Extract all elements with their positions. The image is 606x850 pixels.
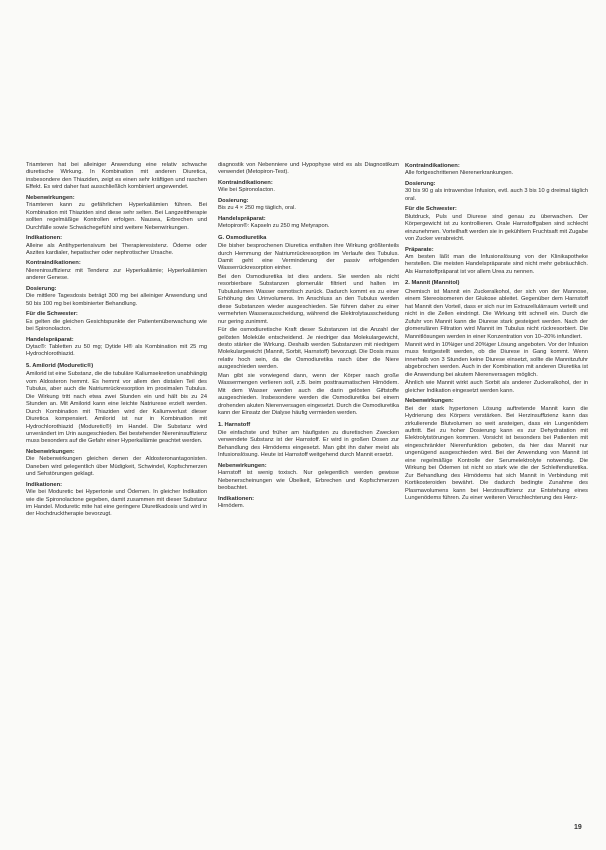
paragraph: Alle fortgeschrittenen Nierenerkrankungen.	[405, 170, 514, 177]
section-heading: Nebenwirkungen:	[26, 448, 75, 455]
paragraph: diagnostik von Nebenniere und Hypophyse wird es als Diagnostikum verwendet (Metopiron-Test).	[218, 162, 399, 176]
section-heading: Für die Schwester:	[26, 311, 78, 318]
section-heading: Handelspräparat:	[26, 336, 74, 343]
paragraph: Wie bei Spironolacton.	[218, 187, 275, 194]
paragraph: Harnstoff ist wenig toxisch. Nur gelegentlich werden gewisse Nebenerscheinungen wie Übelkeit, Erbrechen und Kopfschmerzen beobachtet.	[218, 470, 399, 492]
section-heading: Dosierung:	[26, 285, 57, 292]
chapter-heading: G. Osmodiuretika	[218, 234, 267, 241]
paragraph: Für die osmodiuretische Kraft dieser Substanzen ist die Anzahl der gelösten Moleküle entscheidend. Je niedriger das Molekulargewicht, desto stärker die Wirkung. Deshalb werden Substanzen mit niedrigem Molekulargewicht (Mannit, Sorbit, Harnstoff) bevorzugt. Die Dosis muss relativ hoch sein, da die Osmodiuretika rasch über die Niere ausgeschieden werden.	[218, 327, 399, 371]
section-heading: Nebenwirkungen:	[26, 194, 75, 201]
paragraph: Blutdruck, Puls und Diurese sind genau zu überwachen. Der Körpergewicht ist zu kontrollieren. Orale Harnstoffgaben sind schlecht einzunehmen. Vorteilhaft werden sie in gekühltem Fruchtsaft mit Zugabe von Zucker verabreicht.	[405, 213, 588, 243]
text-column-right	[405, 160, 588, 503]
paragraph: Hirnödem.	[218, 503, 245, 510]
section-heading: Dosierung:	[405, 180, 436, 187]
paragraph: Metopiron®: Kapseln zu 250 mg Metyrapon.	[218, 223, 330, 230]
section-heading: Nebenwirkungen:	[218, 462, 267, 469]
chapter-heading: 1. Harnstoff	[218, 421, 251, 428]
chapter-heading: 2. Mannit (Mannitol)	[405, 280, 460, 287]
section-heading: Kontraindikationen:	[218, 179, 273, 186]
paragraph: Chemisch ist Mannit ein Zuckeralkohol, der sich von der Mannose, einem Stereoisomeren der Glukose ableitet. Gegenüber dem Harnstoff hat Mannit den Vorteil, dass er sich nur im Extrazellulärraum verteilt und nicht in die Zellen eindringt. Die Wirkung tritt schnell ein. Durch die Zufuhr von Mannit kann die Diurese stark gesteigert werden. Nach der glomerulären Filtration wird Mannit im Tubulus nicht rückresorbiert. Die Mannitlösungen werden in einer Konzentration von 10–20% infundiert.	[405, 288, 588, 340]
section-heading: Indikationen:	[218, 495, 255, 502]
paragraph: Die bisher besprochenen Diuretica entfalten ihre Wirkung größtenteils durch Hemmung der Natriumrückresorption im Verlaufe des Tubulus. Damit geht eine Verminderung der passiv erfolgenden Wasserrückresorption einher.	[218, 243, 399, 272]
paragraph: Alleine als Antihypertensivum bei Therapieresistenz. Ödeme oder Aszites kardialer, hepatischer oder nephrotischer Ursache.	[26, 242, 207, 256]
paragraph: Bei der stark hypertonen Lösung auftretende Mannit kann die Hydrierung des Körpers verstärken. Bei Herzinsuffizienz kann das zirkulierende Blutvolumen so weit ansteigen, dass ein Lungenödem auftritt. Bei zu hoher Dosierung kann es zur Dehydratation mit Elektrolytstörungen kommen. Vorsicht ist besonders bei Patienten mit eingeschränkter Nierenfunktion geboten, da hier das Mannit nur ungenügend ausgeschieden wird. Bei der Anwendung von Mannit ist eine regelmäßige Kontrolle der Serumelektrolyte notwendig. Die Wirkung bei Ödemen ist nicht so stark wie die der Schleifendiuretika. Zur Behandlung des Hirnödems hat sich Mannit in Verbindung mit Kortikosteroiden bewährt. Die dadurch bedingte Zunahme des Plasmavolumens kann bei Herzinsuffizienz zur Entstehung eines Lungenödems führen. Zu einer weiteren Verschlechterung des Herz-	[405, 405, 588, 502]
section-heading: Indikationen:	[26, 481, 63, 488]
paragraph: Triamteren kann zu gefährlichen Hyperkaliämien führen. Bei Kombination mit Thiaziden sind diese sehr selten. Bei Langzeittherapie sollten regelmäßige Kontrollen erfolgen. Nausea, Erbrechen und Durchfälle sowie Schwächegefühl sind weitere Nebenwirkungen.	[26, 202, 207, 231]
paragraph: Die Nebenwirkungen gleichen denen der Aldosteronantagonisten. Daneben wird gelegentlich über Müdigkeit, Schwindel, Kopfschmerzen und Sehstörungen geklagt.	[26, 456, 207, 478]
paragraph: Man gibt sie vorwiegend dann, wenn der Körper rasch große Wassermengen verlieren soll, z.B. beim posttraumatischen Hirnödem. Mit dem Wasser werden auch die darin gelösten Giftstoffe ausgeschieden. Insbesondere werden die Osmodiuretika bei einem drohenden akuten Nierenversagen eingesetzt. Durch die Osmodiuretika kann der Einsatz der Dialyse häufig vermieden werden.	[218, 372, 399, 417]
paragraph: Bei den Osmodiuretika ist dies anders. Sie werden als nicht resorbierbare Substanzen glomerulär filtriert und halten im Tubuluslumen Wasser osmotisch zurück. Dadurch kommt es zu einer Erhöhung des Urinvolumens. Im Anschluss an den Tubulus werden diese Substanzen wieder ausgeschieden. Sie führen daher zu einer vermehrten Wasserausscheidung, während die Elektrolytausscheidung nur gering zunimmt.	[218, 273, 399, 325]
section-heading: Dosierung:	[218, 197, 249, 204]
paragraph: 30 bis 90 g als intravenöse Infusion, evtl. auch 3 bis 10 g dreimal täglich oral.	[405, 188, 588, 202]
paragraph: Am besten läßt man die Infusionslösung von der Klinikapotheke herstellen. Die meisten Handelspräparate sind nicht mehr gebräuchlich. Als Harnstoffpräparat ist vor allem Urea zu nennen.	[405, 253, 588, 275]
section-heading: Präparate:	[405, 246, 434, 253]
section-heading: Nebenwirkungen:	[405, 398, 454, 405]
paragraph: Wie bei Moduretic bei Hypertonie und Ödemen. In gleicher Indikation wie die Spironolactone gegeben, damit zusammen mit dieser Substanz im Handel. Moduretic mite hat eine geringere Diuretikadosis und wird in der Hochdrucktherapie bevorzugt.	[26, 489, 207, 518]
text-column-middle	[218, 162, 399, 511]
section-heading: Kontraindikationen:	[26, 260, 81, 267]
paragraph: Die mittlere Tagesdosis beträgt 300 mg bei alleiniger Anwendung und 50 bis 100 mg bei kombinierter Behandlung.	[26, 293, 207, 307]
page-number: 19	[574, 824, 582, 831]
paragraph: Ähnlich wie Mannit wirkt auch Sorbit als anderer Zuckeralkohol, der in gleicher Indikation eingesetzt werden kann.	[405, 380, 588, 394]
paragraph: Amilorid ist eine Substanz, die die tubuläre Kaliumsekretion unabhängig vom Aldosteron hemmt. Es hemmt vor allem den distalen Teil des Tubulus, aber auch die Natriumrückresorption im proximalen Tubulus. Die Wirkung tritt nach etwa zwei Stunden ein und hält bis zu 24 Stunden an. Mit Amilorid kann eine leichte Natriurese erzielt werden. Durch Kombination mit Thiaziden wird der Kaliumverlust dieser Diuretica kompensiert. Amilorid ist nur in Kombination mit Hydrochlorothiazid (Moduretic®) im Handel. Die Substanz wird unverändert im Urin ausgeschieden. Bei bestehender Niereninsuffizienz muss besonders auf die Gefahr einer Hyperkaliämie geachtet werden.	[26, 371, 207, 445]
paragraph: Bis zu 4 × 250 mg täglich, oral.	[218, 205, 296, 212]
paragraph: Dytac®: Tabletten zu 50 mg; Dytide H® als Kombination mit 25 mg Hydrochlorothiazid.	[26, 343, 207, 358]
paragraph: Mannit wird in 10%iger und 20%iger Lösung angeboten. Vor der Infusion muss festgestellt werden, ob die Diurese in Gang kommt. Wenn innerhalb von 3 Stunden keine Diurese einsetzt, sollte die Mannitzufuhr abgebrochen werden. Auch in der Kombination mit anderen Diuretika ist die Anwendung bei akutem Nierenversagen möglich.	[405, 341, 588, 378]
text-column-left	[26, 162, 207, 520]
section-heading: Indikationen:	[26, 235, 63, 242]
section-heading: Für die Schwester:	[405, 206, 457, 213]
paragraph: Niereninsuffizienz mit Tendenz zur Hyperkaliämie; Hyperkaliämien anderer Genese.	[26, 267, 207, 282]
paragraph: Triamteren hat bei alleiniger Anwendung eine relativ schwache diuretische Wirkung. In Kombination mit anderen Diuretica, insbesondere den Thiaziden, zeigt es einen sehr kräftigen und raschen Effekt. Es wird daher fast ausschließlich kombiniert angewendet.	[26, 162, 207, 191]
section-heading: Handelspräparat:	[218, 215, 266, 222]
section-heading: Kontraindikationen:	[405, 163, 460, 169]
chapter-heading: 5. Amilorid (Moduretic®)	[26, 362, 94, 369]
paragraph: Es gelten die gleichen Gesichtspunkte der Patientenüberwachung wie bei Spironolacton.	[26, 318, 207, 333]
paragraph: Die einfachste und früher am häufigsten zu diuretischen Zwecken verwendete Substanz ist der Harnstoff. Er wird in großen Dosen zur Behandlung des Hirnödems eingesetzt. Man gibt ihn daher meist als Infusionslösung. Heute ist Harnstoff weitgehend durch Mannit ersetzt.	[218, 429, 399, 459]
